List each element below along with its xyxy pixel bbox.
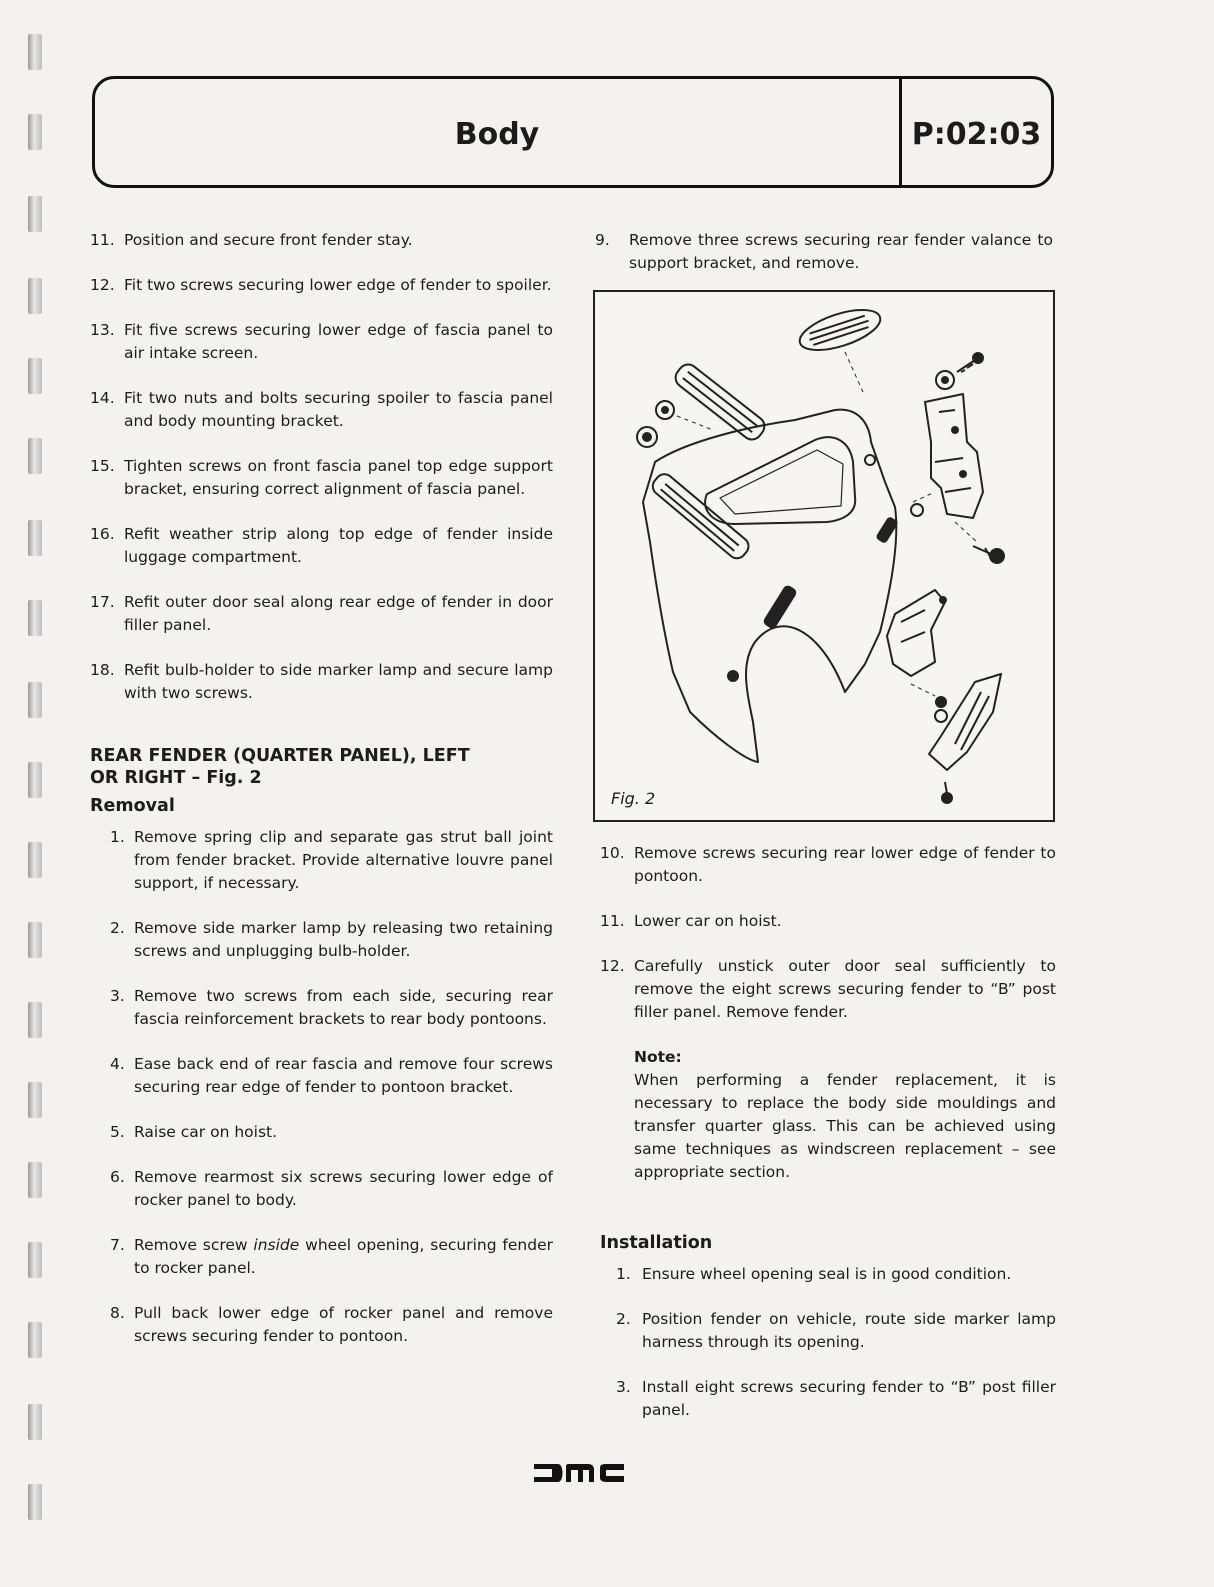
note-block xyxy=(600,1046,1056,1184)
step-number: 15. xyxy=(90,457,115,475)
step-item xyxy=(100,985,553,1031)
step-number: 7. xyxy=(110,1236,125,1254)
step-text: Position fender on vehicle, route side marker lamp harness through its opening. xyxy=(642,1310,1056,1351)
step-number: 18. xyxy=(90,661,115,679)
note-text: When performing a fender replacement, it is necessary to replace the body side mouldings and transfer quarter glass. This can be achieved using same techniques as windscreen replacement – see appropriate section. xyxy=(634,1071,1056,1181)
figure-label: Fig. 2 xyxy=(611,789,656,808)
step-text: Carefully unstick outer door seal sufficiently to remove the eight screws securing fender to “B” post filler panel. Remove fender. xyxy=(634,957,1056,1021)
step-text: Position and secure front fender stay. xyxy=(124,231,413,249)
dmc-logo xyxy=(534,1462,626,1488)
step-item xyxy=(100,826,553,895)
binder-hole xyxy=(28,762,42,798)
step-number: 16. xyxy=(90,525,115,543)
step-number: 3. xyxy=(616,1378,631,1396)
step-item xyxy=(608,1263,1056,1286)
step-text: Tighten screws on front fascia panel top edge support bracket, ensuring correct alignment of fascia panel. xyxy=(124,457,553,498)
step-item xyxy=(100,1302,553,1348)
section-heading xyxy=(90,745,553,789)
dmc-logo-mark xyxy=(534,1462,626,1484)
step-number: 2. xyxy=(110,919,125,937)
binder-hole xyxy=(28,114,42,150)
rear-fender-exploded-diagram xyxy=(595,292,1053,820)
binder-hole xyxy=(28,682,42,718)
step-item xyxy=(90,659,553,705)
step-text: Ensure wheel opening seal is in good condition. xyxy=(642,1265,1012,1283)
step-item xyxy=(90,229,553,252)
step-text: Remove three screws securing rear fender valance to support bracket, and remove. xyxy=(629,231,1053,272)
step-text: Fit two nuts and bolts securing spoiler to fascia panel and body mounting bracket. xyxy=(124,389,553,430)
step-number: 5. xyxy=(110,1123,125,1141)
step-number: 2. xyxy=(616,1310,631,1328)
binder-hole xyxy=(28,1242,42,1278)
step-number: 9. xyxy=(595,231,610,249)
step-number: 12. xyxy=(600,957,625,975)
installation-heading: Installation xyxy=(600,1233,713,1253)
step-item xyxy=(600,955,1056,1024)
binder-hole xyxy=(28,278,42,314)
step-number: 1. xyxy=(110,828,125,846)
step-number: 10. xyxy=(600,844,625,862)
step-text: Remove screws securing rear lower edge of fender to pontoon. xyxy=(634,844,1056,885)
right-column-top xyxy=(595,229,1053,297)
step-item xyxy=(90,274,553,297)
step-text: Lower car on hoist. xyxy=(634,912,782,930)
binder-hole xyxy=(28,1002,42,1038)
step-item xyxy=(90,319,553,365)
figure-2 xyxy=(593,290,1055,822)
binder-hole xyxy=(28,600,42,636)
binder-hole xyxy=(28,1162,42,1198)
step-number: 3. xyxy=(110,987,125,1005)
step-item xyxy=(608,1376,1056,1422)
step-item xyxy=(90,523,553,569)
binder-hole xyxy=(28,922,42,958)
step-number: 17. xyxy=(90,593,115,611)
step-number: 12. xyxy=(90,276,115,294)
step-text: Install eight screws securing fender to “B” post filler panel. xyxy=(642,1378,1056,1419)
step-number: 11. xyxy=(90,231,115,249)
binder-hole xyxy=(28,520,42,556)
right-column-bottom xyxy=(600,842,1056,1444)
step-text: Refit bulb-holder to side marker lamp and secure lamp with two screws. xyxy=(124,661,553,702)
step-text: Raise car on hoist. xyxy=(134,1123,278,1141)
step-item xyxy=(100,1166,553,1212)
step-text: Remove spring clip and separate gas strut ball joint from fender bracket. Provide alternative louvre panel support, if necessary. xyxy=(134,828,553,892)
step-text: Ease back end of rear fascia and remove four screws securing rear edge of fender to pontoon bracket. xyxy=(134,1055,553,1096)
step-item xyxy=(100,1053,553,1099)
installation-steps xyxy=(600,1263,1056,1422)
step-number: 4. xyxy=(110,1055,125,1073)
binder-hole xyxy=(28,842,42,878)
step-item xyxy=(100,1234,553,1280)
step-text: Remove side marker lamp by releasing two retaining screws and unplugging bulb-holder. xyxy=(134,919,553,960)
page-header xyxy=(92,76,1054,188)
page-title: Body xyxy=(454,117,540,152)
binder-hole xyxy=(28,34,42,70)
step-number: 14. xyxy=(90,389,115,407)
step-item xyxy=(600,842,1056,888)
binder-hole xyxy=(28,1404,42,1440)
step-text: Remove screw inside wheel opening, securing fender to rocker panel. xyxy=(134,1236,553,1277)
step-item xyxy=(608,1308,1056,1354)
binder-hole xyxy=(28,196,42,232)
binder-hole xyxy=(28,1484,42,1520)
note-heading: Note: xyxy=(634,1048,682,1066)
step-text: Fit five screws securing lower edge of fascia panel to air intake screen. xyxy=(124,321,553,362)
page-code: P:02:03 xyxy=(911,117,1042,152)
step-text: Remove rearmost six screws securing lower edge of rocker panel to body. xyxy=(134,1168,553,1209)
binder-hole xyxy=(28,1322,42,1358)
step-text: Remove two screws from each side, securing rear fascia reinforcement brackets to rear body pontoons. xyxy=(134,987,553,1028)
step-text: Pull back lower edge of rocker panel and remove screws securing fender to pontoon. xyxy=(134,1304,553,1345)
step-item xyxy=(595,229,1053,275)
removal-steps xyxy=(90,826,553,1348)
step-number: 6. xyxy=(110,1168,125,1186)
step-item xyxy=(100,1121,553,1144)
step-text: Refit weather strip along top edge of fender inside luggage compartment. xyxy=(124,525,553,566)
binder-hole xyxy=(28,358,42,394)
step-number: 13. xyxy=(90,321,115,339)
step-number: 8. xyxy=(110,1304,125,1322)
step-number: 11. xyxy=(600,912,625,930)
step-item xyxy=(90,455,553,501)
step-item xyxy=(100,917,553,963)
binder-hole xyxy=(28,438,42,474)
step-number: 1. xyxy=(616,1265,631,1283)
binder-hole xyxy=(28,1082,42,1118)
step-item xyxy=(90,387,553,433)
step-text: Fit two screws securing lower edge of fender to spoiler. xyxy=(124,276,552,294)
left-column xyxy=(90,229,553,1370)
step-item xyxy=(600,910,1056,933)
step-item xyxy=(90,591,553,637)
removal-heading: Removal xyxy=(90,796,175,816)
section-heading-line: OR RIGHT – Fig. 2 xyxy=(90,768,262,788)
section-heading-line: REAR FENDER (QUARTER PANEL), LEFT xyxy=(90,746,470,766)
step-text: Refit outer door seal along rear edge of fender in door filler panel. xyxy=(124,593,553,634)
